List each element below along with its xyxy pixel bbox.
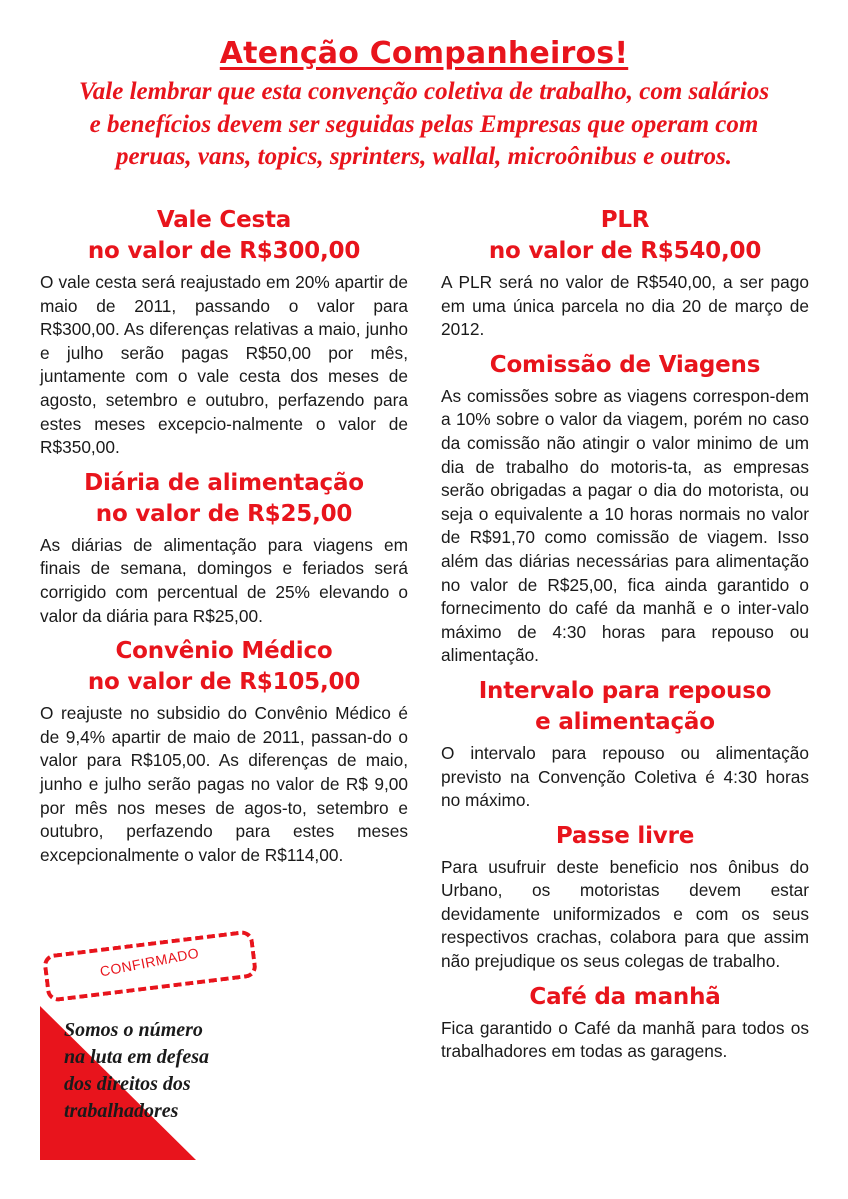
section-cafe-manha xyxy=(441,982,809,1064)
left-column xyxy=(40,205,408,875)
section-heading: Café da manhã xyxy=(529,983,721,1010)
section-passe-livre xyxy=(441,821,809,974)
section-body: As diárias de alimentação para viagens em finais de semana, domingos e feriados será corrigido com percentual de 25% elevando o valor da diária para R$25,00. xyxy=(40,534,408,626)
section-convenio-medico xyxy=(40,636,408,867)
section-heading: Passe livre xyxy=(555,822,695,849)
section-body: O reajuste no subsidio do Convênio Médico é de 9,4% apartir de maio de 2011, passan-do o valor para R$105,00. As diferenças de maio, junho e julho serão pagas no valor de R$ 9,00 por mês nos meses de agos-to, setembro e outubro, perfazendo para estes meses excepcionalmente o valor de R$114,00. xyxy=(40,703,408,865)
page-title: Atenção Companheiros! xyxy=(219,36,629,71)
slogan: Somos o número na luta em defesa dos direitos dos trabalhadores xyxy=(64,1019,209,1122)
section-heading: Diária de alimentação no valor de R$25,00 xyxy=(84,469,364,527)
header xyxy=(0,34,848,174)
section-body: A PLR será no valor de R$540,00, a ser pago em uma única parcela no dia 20 de março de 2012. xyxy=(441,272,809,340)
section-heading: PLR no valor de R$540,00 xyxy=(488,207,762,264)
intro-text xyxy=(24,76,824,174)
section-body: Fica garantido o Café da manhã para todos os trabalhadores em todas as garagens. xyxy=(441,1017,809,1062)
section-diaria-alimentacao xyxy=(40,468,408,628)
section-heading: Comissão de Viagens xyxy=(489,351,761,378)
section-heading: Intervalo para repouso e alimentação xyxy=(478,677,772,735)
section-comissao-viagens xyxy=(441,350,809,668)
section-body: O intervalo para repouso ou alimentação previsto na Convenção Coletiva é 4:30 horas no máximo. xyxy=(441,742,809,811)
confirmado-stamp xyxy=(42,929,258,1002)
section-body: As comissões sobre as viagens correspon-dem a 10% sobre o valor da viagem, porém no caso da comissão não atingir o valor minimo de um dia de trabalho do motoris-ta, as empresas serão obrigadas a pagar o dia do motorista, ou seja o equivalente a 10 horas normais no valor de R$91,70 como comissão de viagem. Isso além das diárias necessárias para alimentação no valor de R$25,00, fica ainda garantido o fornecimento do café da manhã e o inter-valo máximo de 4:30 horas para repouso ou alimentação. xyxy=(441,385,809,666)
intro-line: peruas, vans, topics, sprinters, wallal, microônibus e outros. xyxy=(115,143,733,170)
section-intervalo-repouso xyxy=(441,676,809,813)
section-heading: Convênio Médico no valor de R$105,00 xyxy=(87,638,361,696)
section-vale-cesta xyxy=(40,205,408,460)
intro-line: e benefícios devem ser seguidas pelas Empresas que operam com xyxy=(89,110,759,138)
stamp-text: CONFIRMADO xyxy=(98,944,201,980)
intro-line: Vale lembrar que esta convenção coletiva de trabalho, com salários xyxy=(78,78,770,105)
right-column xyxy=(441,205,809,1072)
section-heading: Vale Cesta no valor de R$300,00 xyxy=(87,207,361,264)
section-plr xyxy=(441,205,809,342)
section-body: O vale cesta será reajustado em 20% apartir de maio de 2011, passando o valor para R$300,00. As diferenças relativas a maio, junho e julho serão pagas R$50,00 por mês, juntamente com o vale cesta dos meses de agosto, setembro e outubro, perfazendo para estes meses excepcio-nalmente o valor de R$350,00. xyxy=(40,272,408,458)
section-body: Para usufruir deste beneficio nos ônibus do Urbano, os motoristas devem estar devidamente uniformizados e com os seus respectivos crachas, colabora para que assim não prejudique os seus colegas de trabalho. xyxy=(441,856,809,972)
